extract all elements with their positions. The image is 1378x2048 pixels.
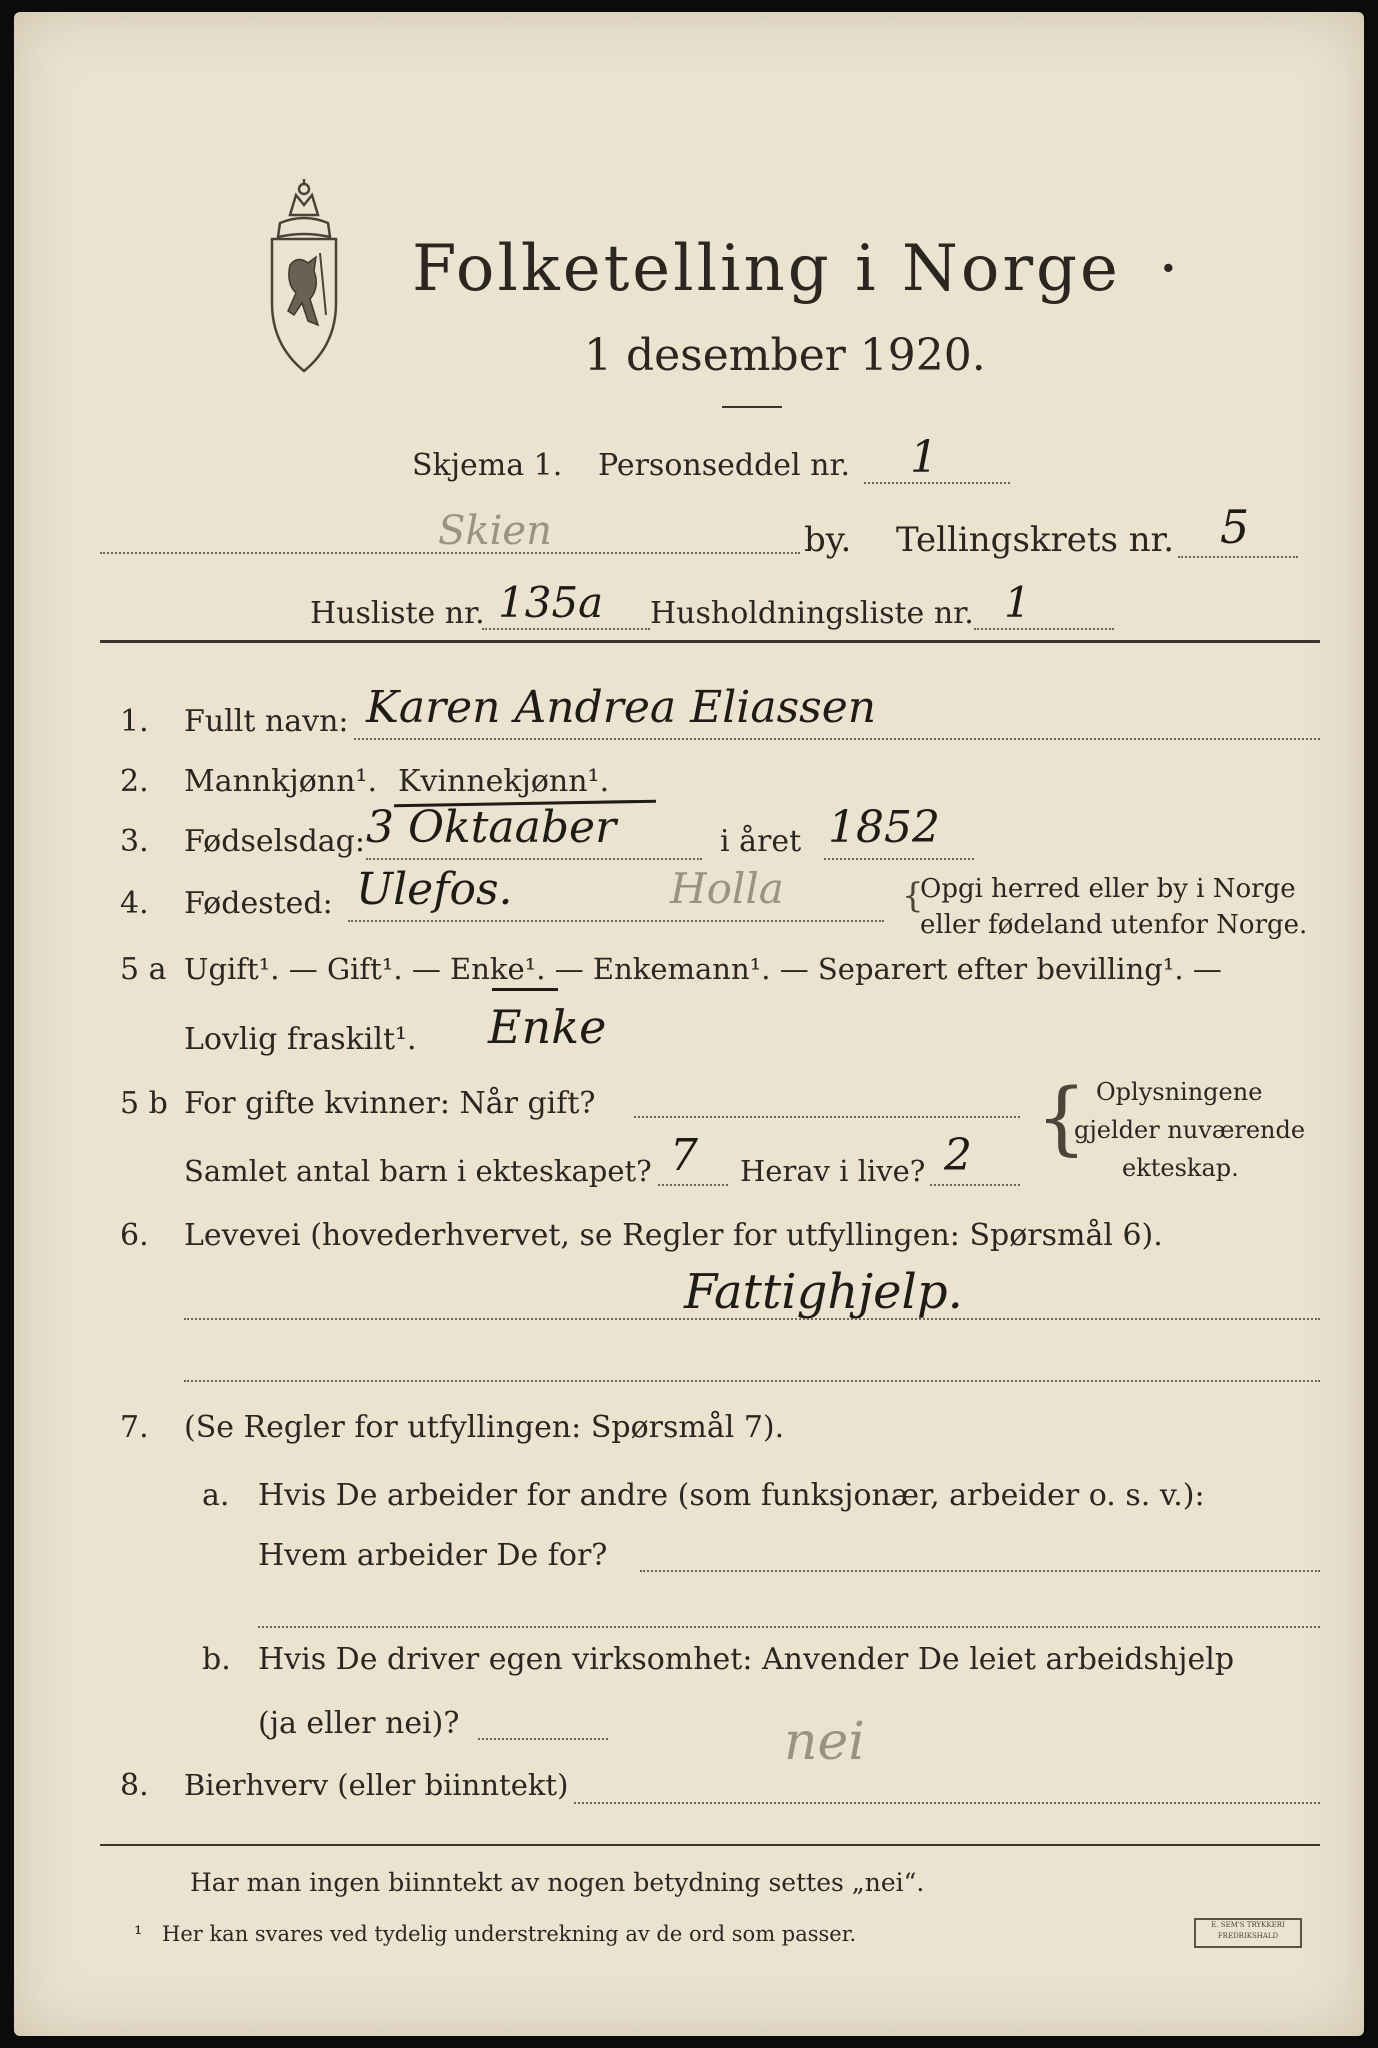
- q7b-text: Hvis De driver egen virksomhet: Anvender De leiet arbeidshjelp: [258, 1642, 1235, 1677]
- q5b-number: 5 b: [120, 1086, 168, 1121]
- q5a-line2-label: Lovlig fraskilt¹.: [184, 1022, 417, 1057]
- q7a-line2: [258, 1626, 1320, 1628]
- q3-year-label: i året: [720, 824, 802, 859]
- q8-line: [574, 1802, 1320, 1804]
- q4-number: 4.: [120, 886, 149, 921]
- q5b-live-line: [930, 1184, 1020, 1186]
- q7b-question: (ja eller nei)?: [258, 1706, 460, 1741]
- side-income-value: nei: [784, 1712, 865, 1772]
- q5b-brace: {: [1036, 1071, 1087, 1164]
- q5b-label2: Samlet antal barn i ekteskapet?: [184, 1154, 652, 1188]
- q5a-underline-mark: [492, 988, 558, 991]
- footer-rule: [100, 1844, 1320, 1846]
- printer-stamp: E. SEM'S TRYKKERI FREDRIKSHALD: [1194, 1918, 1302, 1948]
- footnote-mark: ¹: [134, 1922, 143, 1946]
- city-value: Skien: [438, 508, 552, 554]
- tellingskrets-line: [1178, 556, 1298, 558]
- q3-line: [366, 858, 702, 860]
- marital-status-value: Enke: [488, 1000, 607, 1054]
- tellingskrets-value: 5: [1220, 500, 1250, 554]
- q5a-options: Ugift¹. — Gift¹. — Enke¹. — Enkemann¹. — Separert efter bevilling¹. —: [184, 952, 1222, 986]
- q1-number: 1.: [120, 704, 149, 739]
- q5b-note3: ekteskap.: [1122, 1154, 1239, 1182]
- q5b-label1: For gifte kvinner: Når gift?: [184, 1086, 596, 1121]
- q5b-note2: gjelder nuværende: [1074, 1116, 1306, 1144]
- children-alive-value: 2: [944, 1130, 972, 1181]
- q5b-barn-line: [658, 1184, 728, 1186]
- q6-line2: [184, 1380, 1320, 1382]
- q3-year-line: [824, 858, 974, 860]
- birthday-value: 3 Oktaaber: [366, 802, 617, 853]
- skjema-label: Skjema 1.: [412, 448, 563, 483]
- occupation-value: Fattighjelp.: [684, 1264, 963, 1320]
- q8-number: 8.: [120, 1768, 149, 1803]
- tellingskrets-label: Tellingskrets nr.: [896, 520, 1175, 560]
- footnote-text: Her kan svares ved tydelig understrekning av de ord som passer.: [162, 1922, 857, 1946]
- q7a-line1: [640, 1570, 1320, 1572]
- personseddel-label: Personseddel nr.: [598, 448, 851, 483]
- q7a-letter: a.: [202, 1478, 230, 1513]
- q2-male-label: Mannkjønn¹.: [184, 764, 377, 799]
- q4-brace: {: [902, 876, 924, 916]
- husliste-line: [482, 628, 650, 630]
- husholdningsliste-value: 1: [1004, 578, 1031, 627]
- q7a-text: Hvis De arbeider for andre (som funksjonær, arbeider o. s. v.):: [258, 1478, 1205, 1513]
- q6-label: Levevei (hovederhvervet, se Regler for utfyllingen: Spørsmål 6).: [184, 1218, 1163, 1253]
- birthplace-value: Ulefos.: [356, 864, 513, 915]
- q2-female-label: Kvinnekjønn¹.: [398, 764, 610, 799]
- husliste-value: 135a: [498, 578, 604, 627]
- q5b-married-line: [634, 1116, 1020, 1118]
- children-count-value: 7: [670, 1130, 698, 1181]
- census-date: 1 desember 1920.: [584, 330, 986, 381]
- q3-number: 3.: [120, 824, 149, 859]
- q1-line: [354, 738, 1320, 740]
- q6-number: 6.: [120, 1218, 149, 1253]
- q8-label: Bierhverv (eller biinntekt): [184, 1768, 569, 1802]
- q5b-live-label: Herav i live?: [740, 1154, 926, 1188]
- husholdningsliste-label: Husholdningsliste nr.: [650, 596, 974, 631]
- q3-label: Fødselsdag:: [184, 824, 365, 859]
- birthplace-extra-value: Holla: [670, 864, 784, 913]
- footer-note: Har man ingen biinntekt av nogen betydning settes „nei“.: [190, 1868, 925, 1897]
- personseddel-value: 1: [910, 432, 938, 483]
- form-title: [412, 232, 1182, 306]
- q2-number: 2.: [120, 764, 149, 799]
- q4-note-line1: Opgi herred eller by i Norge: [920, 874, 1296, 904]
- q4-line: [348, 920, 884, 922]
- norwegian-coat-of-arms-icon: [250, 175, 358, 385]
- q4-label: Fødested:: [184, 886, 333, 921]
- title-text: Folketelling i Norge: [412, 232, 1121, 306]
- q4-note-line2: eller fødeland utenfor Norge.: [920, 910, 1308, 940]
- q6-line1: [184, 1318, 1320, 1320]
- q5a-number: 5 a: [120, 952, 167, 987]
- title-divider: [722, 406, 782, 408]
- q7b-line: [478, 1738, 608, 1740]
- full-name-value: Karen Andrea Eliassen: [366, 682, 877, 733]
- header-rule: [100, 640, 1320, 643]
- q1-label: Fullt navn:: [184, 704, 349, 739]
- q7b-letter: b.: [202, 1642, 231, 1677]
- q5b-note1: Oplysningene: [1096, 1078, 1263, 1106]
- husholdningsliste-line: [974, 628, 1114, 630]
- title-dot: ·: [1158, 232, 1182, 306]
- q7a-question: Hvem arbeider De for?: [258, 1538, 608, 1573]
- q7-label: (Se Regler for utfyllingen: Spørsmål 7).: [184, 1410, 785, 1445]
- birth-year-value: 1852: [828, 802, 940, 853]
- by-label: by.: [804, 520, 852, 560]
- q7-number: 7.: [120, 1410, 149, 1445]
- census-form-page: [14, 12, 1364, 2036]
- husliste-label: Husliste nr.: [310, 596, 485, 631]
